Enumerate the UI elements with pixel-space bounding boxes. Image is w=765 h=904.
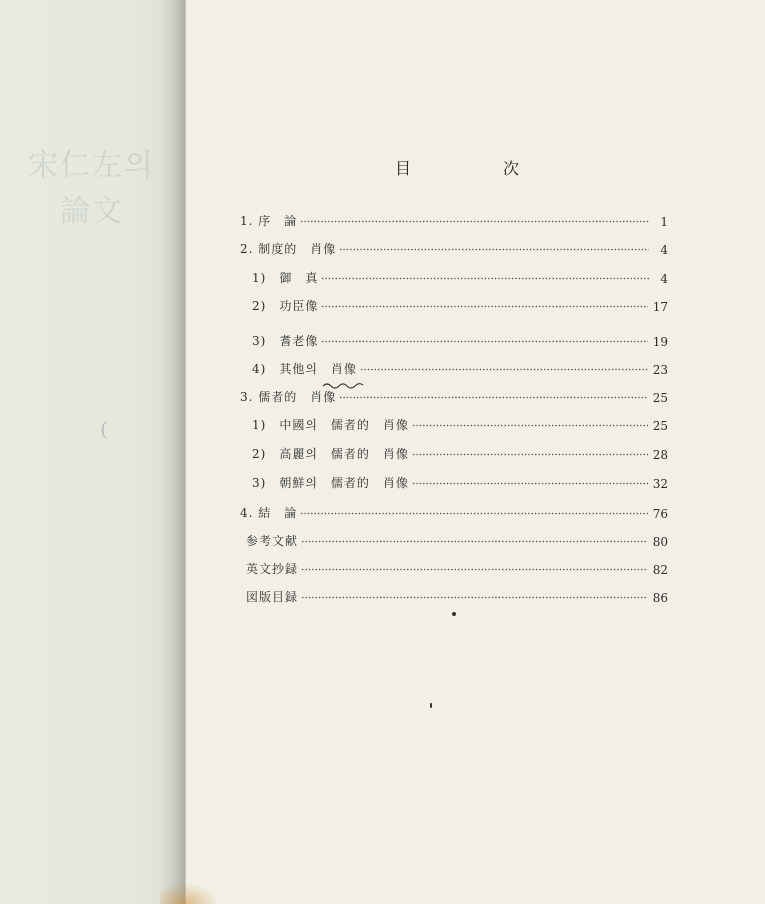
leader-dots [301,592,648,602]
toc-entry [252,415,668,433]
page-fold-shadow [160,0,185,904]
ink-dot [452,612,456,616]
leader-dots [301,564,648,574]
leader-dots [360,364,648,374]
toc-entry-label: 参考文献 [246,534,299,548]
ink-dot [430,703,432,708]
leader-dots [412,478,648,488]
title-char-2: 次 [502,159,520,178]
toc-entry-label: 2. 制度的 肖像 [240,242,337,256]
toc-entry-label: 1) 中國의 儒者的 肖像 [252,418,409,432]
toc-entry-page: 4 [660,272,668,286]
toc-entry [252,296,668,314]
toc-entry-label: 2) 高麗의 儒者的 肖像 [252,447,409,461]
leader-dots [412,420,648,430]
leader-dots [300,216,649,226]
toc-entry-page: 32 [652,477,668,491]
toc-entry-label: 英文抄録 [246,562,299,576]
pen-mark [322,381,364,389]
leader-dots [301,536,648,546]
toc-entry-label: 1. 序 論 [240,214,298,228]
toc-entry [252,268,668,286]
leader-dots [321,301,647,311]
toc-entry-page: 86 [652,591,668,605]
leader-dots [339,392,647,402]
toc-entry-page: 76 [652,507,668,521]
toc-entry-label: 図版目録 [246,590,299,604]
toc-entry-page: 80 [652,535,668,549]
toc-entry-page: 25 [652,391,668,405]
toc-entry [252,359,668,377]
page-margin-mark: ( [100,417,108,441]
leader-dots [339,244,649,254]
page-stain [160,882,220,904]
toc-entry-page: 17 [652,300,668,314]
toc-entry [252,473,668,491]
toc-entry-label: 1) 御 真 [252,271,319,285]
title-char-1: 目 [395,159,413,178]
show-through-text: 論文 [60,194,124,229]
toc-entry [246,531,668,549]
toc-entry [240,211,668,229]
toc-entry-page: 28 [652,448,668,462]
toc-entry [246,559,668,577]
toc-entry-label: 3) 耆老像 [252,334,319,348]
toc-entry-label: 2) 功臣像 [252,299,319,313]
leader-dots [300,508,647,518]
toc-entry-label: 4. 結 論 [240,506,298,520]
toc-entry-label: 3) 朝鮮의 儒者的 肖像 [252,476,409,490]
toc-entry-page: 82 [652,563,668,577]
toc-entry-label: 4) 其他의 肖像 [252,362,357,376]
toc-entry [240,387,668,405]
toc-entry-label: 3. 儒者的 肖像 [240,390,337,404]
toc-entry-page: 23 [652,363,668,377]
toc-entry-page: 25 [652,419,668,433]
toc-entry [252,444,668,462]
toc-entry-page: 1 [660,215,668,229]
toc-entry-page: 19 [652,335,668,349]
leader-dots [321,273,649,283]
leader-dots [412,449,648,459]
show-through-text: 宋仁左의 [28,148,155,183]
page-title [395,156,520,179]
toc-entry [252,331,668,349]
toc-entry [240,503,668,521]
leader-dots [321,336,647,346]
toc-entry-page: 4 [660,243,668,257]
toc-entry [246,587,668,605]
previous-page-edge [0,0,185,904]
toc-entry [240,239,668,257]
